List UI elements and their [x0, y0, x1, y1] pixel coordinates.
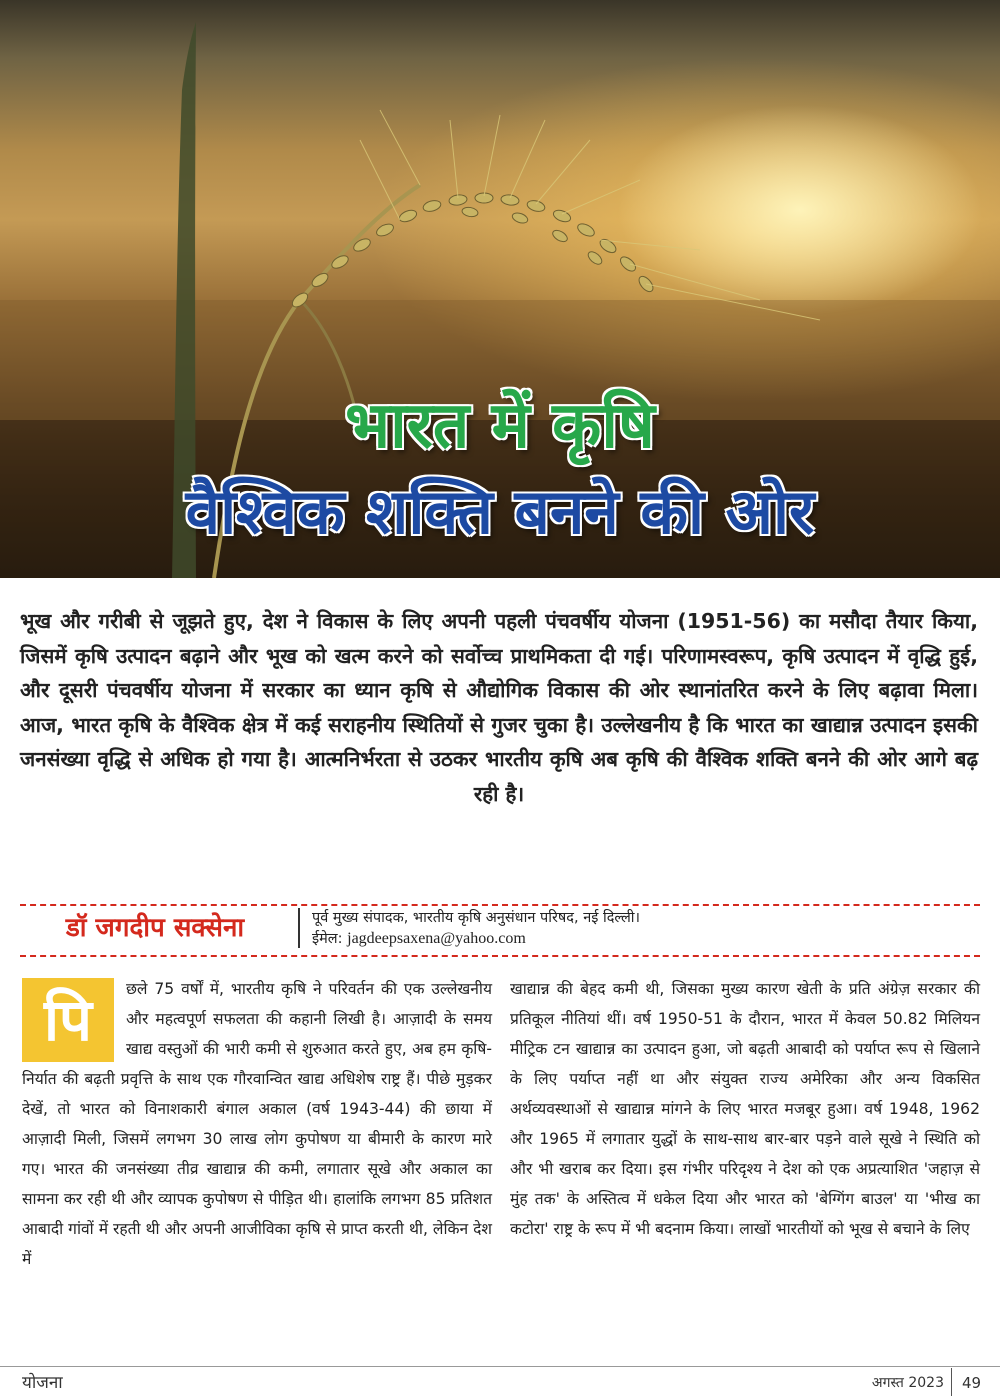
- byline-rule-bottom: [20, 955, 980, 957]
- footer-rule: [0, 1366, 1000, 1367]
- title-line-1: भारत में कृषि: [345, 388, 655, 463]
- issue-month: अगस्त 2023: [871, 1375, 944, 1391]
- grain: [422, 199, 442, 213]
- hero-banner: [0, 0, 1000, 578]
- grain: [598, 237, 618, 256]
- dropcap: पि: [22, 978, 114, 1062]
- grain: [375, 222, 396, 239]
- grain: [500, 194, 519, 206]
- byline-rule-top: [20, 904, 980, 906]
- grain: [586, 249, 604, 266]
- byline-separator: [298, 908, 300, 948]
- publication-name: योजना: [22, 1373, 63, 1393]
- column-right-text: खाद्यान्न की बेहद कमी थी, जिसका मुख्य कारण खेती के प्रति अंग्रेज़ सरकार की प्रतिकूल नीतियां थीं। वर्ष 1950-51 के दौरान, भारत में केवल 50.82 मिलियन मीट्रिक टन खाद्यान्न का उत्पादन हुआ, जो बढ़ती आबादी को पर्याप्त रूप से खिलाने के लिए पर्याप्त नहीं था और संयुक्त राज्य अमेरिका और अन्य विकसित अर्थव्यवस्थाओं से खाद्यान्न मांगने के लिए भारत मजबूर हुआ। वर्ष 1948, 1962 और 1965 में लगातार युद्धों के साथ-साथ बार-बार पड़ने वाले सूखे ने स्थिति को और भी खराब कर दिया। इस गंभीर परिदृश्य ने देश को एक अप्रत्याशित 'जहाज़ से मुंह तक' के अस्तित्व में धकेल दिया और भारत को 'बेग्गिंग बाउल' या 'भीख का कटोरा' राष्ट्र के रूप में भी बदनाम किया। लाखों भारतीयों को भूख से बचाने के लिए: [510, 980, 980, 1238]
- author-affiliation: पूर्व मुख्य संपादक, भारतीय कृषि अनुसंधान परिषद, नई दिल्ली।: [312, 910, 641, 926]
- article-column-left: [22, 974, 492, 1274]
- grain: [398, 208, 418, 224]
- grain: [461, 206, 478, 218]
- title-line-2: वैश्विक शक्ति बनने की ओर: [185, 475, 815, 548]
- grain: [551, 228, 569, 244]
- page-number: 49: [962, 1374, 982, 1392]
- intro-paragraph: भूख और गरीबी से जूझते हुए, देश ने विकास के लिए अपनी पहली पंचवर्षीय योजना (1951-56) का मसौदा तैयार किया, जिसमें कृषि उत्पादन बढ़ाने और भूख को खत्म करने को सर्वोच्च प्राथमिकता दी गई। परिणामस्वरूप, कृषि उत्पादन में वृद्धि हुई, और दूसरी पंचवर्षीय योजना में सरकार का ध्यान कृषि से औद्योगिक विकास की ओर स्थानांतरित करने के लिए बढ़ावा मिला। आज, भारत कृषि के वैश्विक क्षेत्र में कई सराहनीय स्थितियों से गुजर चुका है। उल्लेखनीय है कि भारत का खाद्यान्न उत्पादन इसकी जनसंख्या वृद्धि से अधिक हो गया है। आत्मनिर्भरता से उठकर भारतीय कृषि अब कृषि की वैश्विक शक्ति बनने की ओर आगे बढ़ रही है।: [20, 609, 978, 806]
- grain: [576, 221, 597, 238]
- footer-separator: [951, 1368, 952, 1396]
- author-email[interactable]: jagdeepsaxena@yahoo.com: [347, 930, 526, 947]
- article-column-right: [510, 974, 980, 1244]
- email-label: ईमेल:: [312, 931, 343, 947]
- grain: [526, 199, 546, 213]
- grain: [511, 211, 529, 225]
- grain: [618, 254, 638, 273]
- author-email-row: [312, 929, 526, 949]
- author-name: डॉ जगदीप सक्सेना: [65, 913, 245, 943]
- wheat-awns: [360, 110, 820, 320]
- column-left-text: छले 75 वर्षों में, भारतीय कृषि ने परिवर्तन की एक उल्लेखनीय और महत्वपूर्ण सफलता की कहानी लिखी है। आज़ादी के समय खाद्य वस्तुओं की भारी कमी से शुरुआत करते हुए, अब हम कृषि-निर्यात की बढ़ती प्रवृत्ति के साथ एक गौरवान्वित खाद्य अधिशेष राष्ट्र हैं। पीछे मुड़कर देखें, तो भारत को विनाशकारी बंगाल अकाल (वर्ष 1943-44) की छाया में आज़ादी मिली, जिसमें लगभग 30 लाख लोग कुपोषण या बीमारी के कारण मारे गए। भारत की जनसंख्या तीव्र खाद्यान्न की कमी, लगातार सूखे और अकाल का सामना कर रही थी और व्यापक कुपोषण से पीड़ित थी। हालांकि लगभग 85 प्रतिशत आबादी गांवों में रहती थी और अपनी आजीविका कृषि से प्राप्त करती थी, लेकिन देश में: [22, 980, 492, 1268]
